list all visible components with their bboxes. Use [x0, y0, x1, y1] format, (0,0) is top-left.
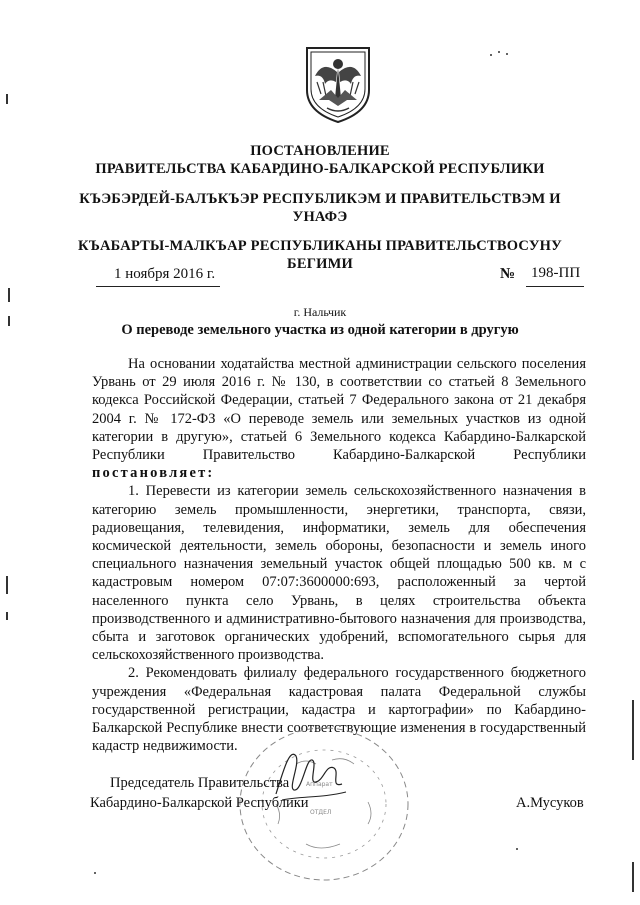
scan-speck — [498, 51, 500, 53]
scan-mark — [632, 700, 634, 760]
issuer-name-kbd-line1: КЪЭБЭРДЕЙ-БАЛЪКЪЭР РЕСПУБЛИКЭМ И ПРАВИТЕЛЬСТВЭМ И — [79, 191, 561, 207]
number-sign: № — [500, 266, 516, 282]
decree-body — [92, 355, 586, 755]
svg-text:ОТДЕЛ: ОТДЕЛ — [310, 809, 332, 816]
decree-number: 198-ПП — [531, 265, 581, 281]
scan-mark — [8, 316, 10, 326]
issue-city: г. Нальчик — [293, 305, 347, 319]
svg-text:Аппарат: Аппарат — [306, 781, 333, 788]
scan-mark — [6, 576, 8, 594]
scan-mark — [6, 94, 8, 104]
issuer-name-kbd-line2: УНАФЭ — [292, 209, 348, 225]
signatory-position-line1: Председатель Правительства — [110, 775, 290, 791]
preamble-text: На основании ходатайства местной администрации сельского поселения Урвань от 29 июля 2016 г. № 130, в соответствии со статьей 8 Земельного кодекса Российской Федерации, статьей 7 Федерального закона от 21 декабря 2004 г. № 172-ФЗ «О переводе земель или земельных участков из одной категории в другую», статьей 6 Земельного кодекса Кабардино-Балкарской Республики Правительство Кабардино-Балкарской Республики — [92, 356, 586, 464]
signatory-name: А.Мусуков — [516, 795, 584, 811]
signatory-position-line2: Кабардино-Балкарской Республики — [90, 795, 309, 811]
decree-word: постановляет: — [92, 465, 215, 482]
decree-date: 1 ноября 2016 г. — [114, 266, 216, 282]
document-type-title: ПОСТАНОВЛЕНИЕ — [250, 143, 390, 159]
scan-speck — [94, 872, 96, 874]
scan-mark — [6, 612, 8, 620]
date-underline — [96, 286, 220, 287]
item-2-paragraph: 2. Рекомендовать филиалу федерального государственного бюджетного учреждения «Федеральная кадастровая палата Федеральной службы государственной регистрации, кадастра и картографии» по Кабардино-Балкарской Республике внести соответствующие изменения в государственный кадастр недвижимости. — [92, 665, 586, 755]
scan-mark — [632, 862, 634, 892]
issuer-name-ru: ПРАВИТЕЛЬСТВА КАБАРДИНО-БАЛКАРСКОЙ РЕСПУБЛИКИ — [95, 161, 545, 177]
issuer-name-krc-line1: КЪАБАРТЫ-МАЛКЪАР РЕСПУБЛИКАНЫ ПРАВИТЕЛЬСТВОСУНУ — [78, 238, 562, 254]
scan-speck — [490, 54, 492, 56]
number-underline — [526, 286, 584, 287]
scan-speck — [516, 848, 518, 850]
item-1-paragraph: 1. Перевести из категории земель сельскохозяйственного назначения в категорию земель промышленности, энергетики, транспорта, связи, радиовещания, телевидения, информатики, земель для обеспечения космической деятельности, земель обороны, безопасности и земель иного специального назначения земельный участок общей площадью 500 кв. м с кадастровым номером 07:07:3600000:693, расположенный за чертой населенного пункта село Урвань, в целях строительства объекта производственного и административно-бытового назначения для производства, сбыта и заготовок органических удобрений, вспомогательного сырья для сельскохозяйственного производства. — [92, 483, 586, 664]
issuer-name-krc-line2: БЕГИМИ — [287, 256, 353, 272]
scan-speck — [506, 53, 508, 55]
preamble-paragraph — [92, 355, 586, 482]
kbr-coat-of-arms-icon — [301, 42, 375, 124]
scan-mark — [8, 288, 10, 302]
decree-subject: О переводе земельного участка из одной категории в другую — [121, 322, 519, 338]
